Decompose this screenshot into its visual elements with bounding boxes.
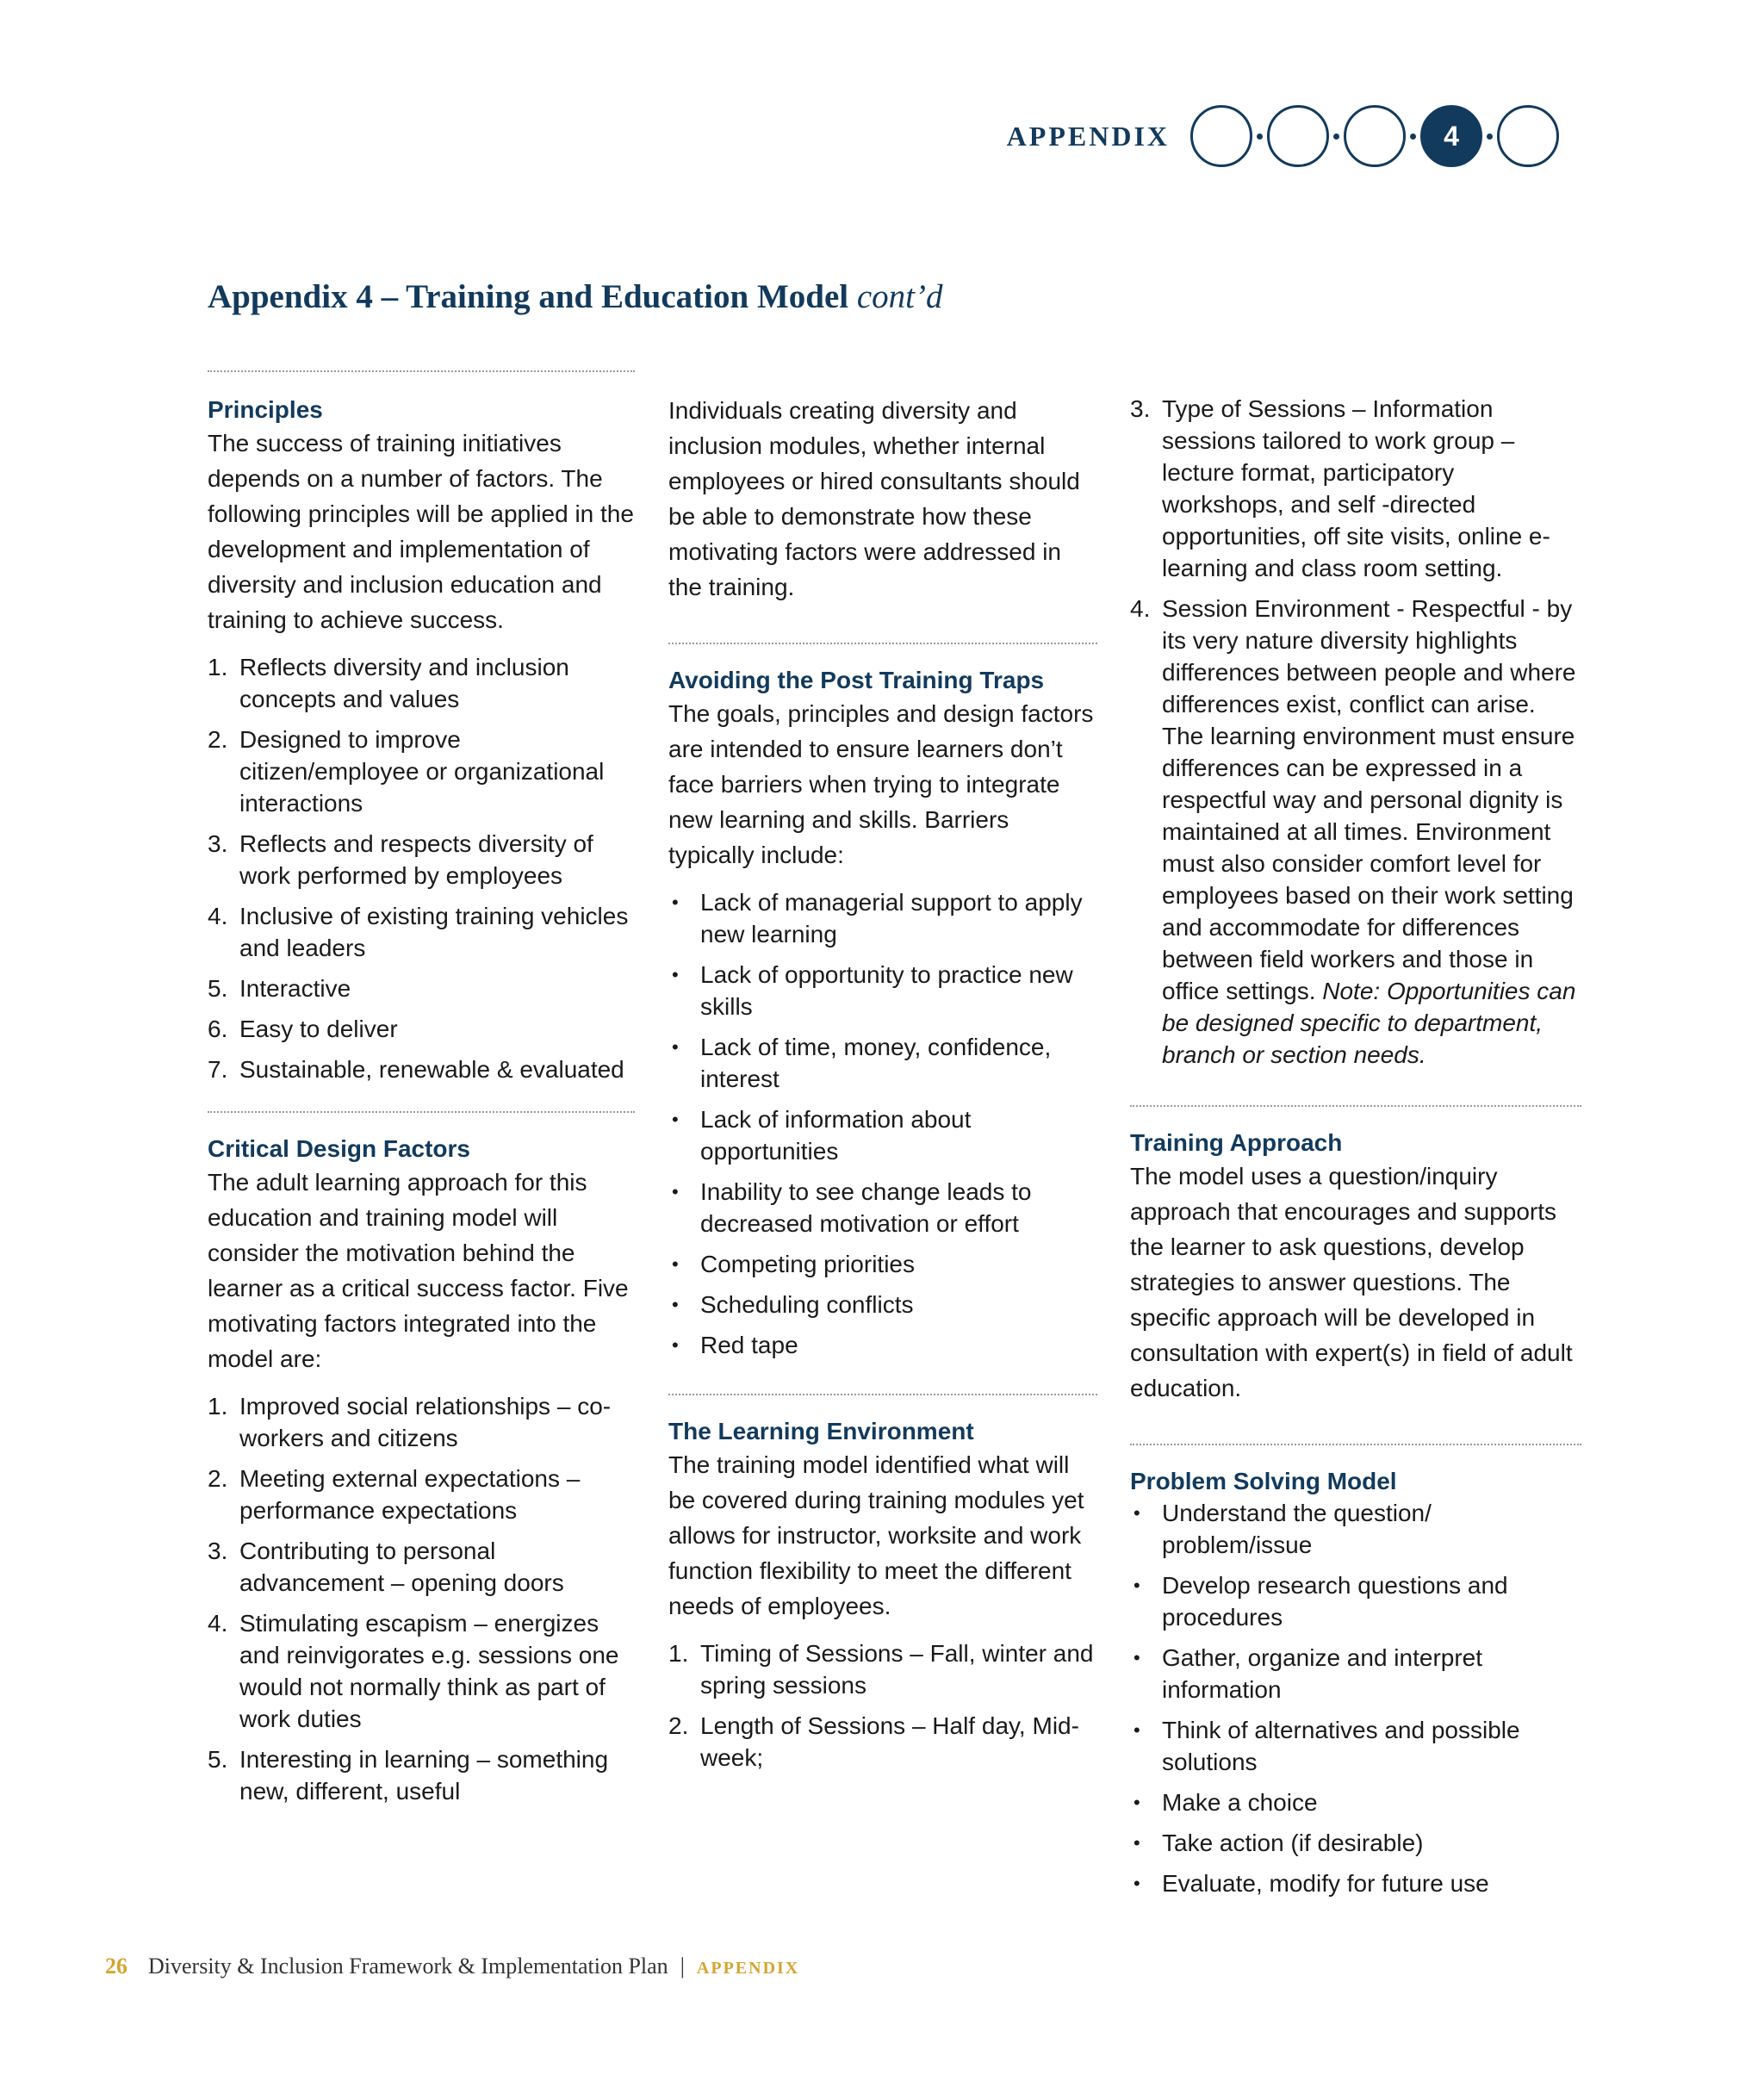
column-2 (668, 370, 1097, 1774)
dotted-divider (208, 1111, 635, 1113)
nav-dot (1257, 134, 1263, 140)
nav-circle-3[interactable] (1344, 105, 1406, 167)
list-item: 3. Contributing to personal advancement – opening doors (208, 1538, 564, 1596)
nav-circle-5[interactable] (1497, 105, 1559, 167)
footer-separator: | (680, 1954, 685, 1979)
note-text: Note: Opportunities can be designed specific to department, branch or section needs. (1162, 978, 1576, 1068)
list-item: • Develop research questions and procedures (1134, 1572, 1508, 1631)
list-item: • Competing priorities (672, 1251, 915, 1277)
nav-dot (1410, 134, 1416, 140)
nav-label: APPENDIX (1006, 120, 1170, 152)
environment-intro: The training model identified what will be covered during training modules yet allows for instructor, worksite and work function flexibility to meet the different needs of employees. (668, 1451, 1084, 1619)
environment-heading: The Learning Environment (668, 1418, 974, 1444)
list-item: 4. Stimulating escapism – energizes and reinvigorates e.g. sessions one would not normally think as part of work duties (208, 1610, 619, 1732)
dotted-divider (208, 370, 635, 372)
dotted-divider (668, 643, 1097, 644)
list-item: • Think of alternatives and possible solutions (1134, 1717, 1520, 1775)
nav-dot (1333, 134, 1339, 140)
list-item: 5. Interactive (208, 975, 351, 1002)
list-item: • Scheduling conflicts (672, 1291, 914, 1318)
approach-heading: Training Approach (1130, 1129, 1343, 1156)
design-factors-heading: Critical Design Factors (208, 1135, 470, 1162)
footer-doc-title: Diversity & Inclusion Framework & Implementation Plan (148, 1954, 668, 1979)
list-item: 7. Sustainable, renewable & evaluated (208, 1056, 624, 1083)
list-item: 4. Session Environment - Respectful - by its very nature diversity highlights differences between people and where differences exist, conflict can arise. The learning environment must ensure differences can be expressed in a respectful way and personal dignity is maintained at all times. Environment must also consider comfort level for employees based on their work setting and accommodate for differences between field workers and those in office settings. Note: Opportunities can be designed specific to department, branch or section needs. (1130, 595, 1576, 1068)
list-item: 4. Inclusive of existing training vehicles and leaders (208, 903, 629, 961)
problem-list (1130, 1497, 1581, 1899)
design-factors-intro: The adult learning approach for this education and training model will consider the motivation behind the learner as a critical success factor. Five motivating factors integrated into the model are: (208, 1169, 629, 1372)
environment-list-cont (1130, 393, 1581, 1071)
traps-intro: The goals, principles and design factors are intended to ensure learners don’t face barriers when trying to integrate new learning and skills. Barriers typically include: (668, 700, 1094, 868)
footer-section-label[interactable]: APPENDIX (696, 1959, 800, 1978)
nav-dot (1487, 134, 1493, 140)
approach-body: The model uses a question/inquiry approach that encourages and supports the learner to ask questions, develop strategies to answer questions. The specific approach will be developed in consultation with expert(s) in field of adult education. (1130, 1163, 1573, 1401)
list-item: • Lack of opportunity to practice new skills (672, 961, 1073, 1020)
list-item: • Take action (if desirable) (1134, 1830, 1424, 1856)
environment-list (668, 1637, 1097, 1774)
list-item: • Lack of information about opportunities (672, 1106, 972, 1165)
column-3 (1130, 370, 1581, 1899)
list-item: • Gather, organize and interpret information (1134, 1644, 1483, 1703)
list-item: 1. Improved social relationships – co-workers and citizens (208, 1393, 612, 1451)
principles-heading: Principles (208, 396, 323, 423)
list-item: • Understand the question/ problem/issue (1134, 1500, 1432, 1558)
list-item: 3. Type of Sessions – Information sessions tailored to work group – lecture format, participatory workshops, and self -directed opportunities, off site visits, online e-learning and class room setting. (1130, 395, 1550, 581)
nav-circle-4-active[interactable]: 4 (1420, 105, 1482, 167)
column-1 (208, 370, 635, 1807)
list-item: 3. Reflects and respects diversity of work performed by employees (208, 830, 593, 889)
continuation-text: Individuals creating diversity and inclusion modules, whether internal employees or hired consultants should be able to demonstrate how these motivating factors were addressed in the training. (668, 397, 1080, 600)
appendix-nav (1007, 103, 1559, 169)
dotted-divider (668, 1394, 1097, 1395)
nav-circle-2[interactable] (1267, 105, 1329, 167)
page-title-suffix: cont’d (856, 278, 943, 315)
list-item: 5. Interesting in learning – something new, different, useful (208, 1746, 609, 1805)
principles-list (208, 651, 635, 1085)
list-item: • Make a choice (1134, 1789, 1318, 1816)
traps-list (668, 886, 1097, 1361)
problem-heading: Problem Solving Model (1130, 1468, 1397, 1494)
list-item: • Inability to see change leads to decreased motivation or effort (672, 1178, 1032, 1237)
list-item: 2. Meeting external expectations – performance expectations (208, 1465, 581, 1524)
list-item: • Lack of time, money, confidence, interest (672, 1034, 1052, 1092)
list-item: 2. Designed to improve citizen/employee or organizational interactions (208, 726, 605, 817)
design-factors-list (208, 1390, 635, 1807)
list-item: 1. Timing of Sessions – Fall, winter and spring sessions (668, 1640, 1094, 1699)
list-item: • Red tape (672, 1332, 798, 1358)
page-title (208, 277, 942, 316)
principles-intro: The success of training initiatives depends on a number of factors. The following principles will be applied in the development and implementation of diversity and inclusion education and training to achieve success. (208, 430, 634, 633)
page-number: 26 (105, 1954, 127, 1979)
dotted-divider (1130, 1444, 1581, 1445)
list-item: • Lack of managerial support to apply new learning (672, 889, 1083, 947)
dotted-divider (1130, 1105, 1581, 1107)
list-item: 2. Length of Sessions – Half day, Mid-week; (668, 1712, 1079, 1771)
list-item: • Evaluate, modify for future use (1134, 1870, 1489, 1897)
traps-heading: Avoiding the Post Training Traps (668, 667, 1045, 693)
list-item: 6. Easy to deliver (208, 1016, 398, 1042)
list-item: 1. Reflects diversity and inclusion concepts and values (208, 654, 569, 712)
nav-circle-1[interactable] (1190, 105, 1252, 167)
footer (105, 1954, 799, 1979)
page-title-main: Appendix 4 – Training and Education Model (208, 278, 849, 315)
